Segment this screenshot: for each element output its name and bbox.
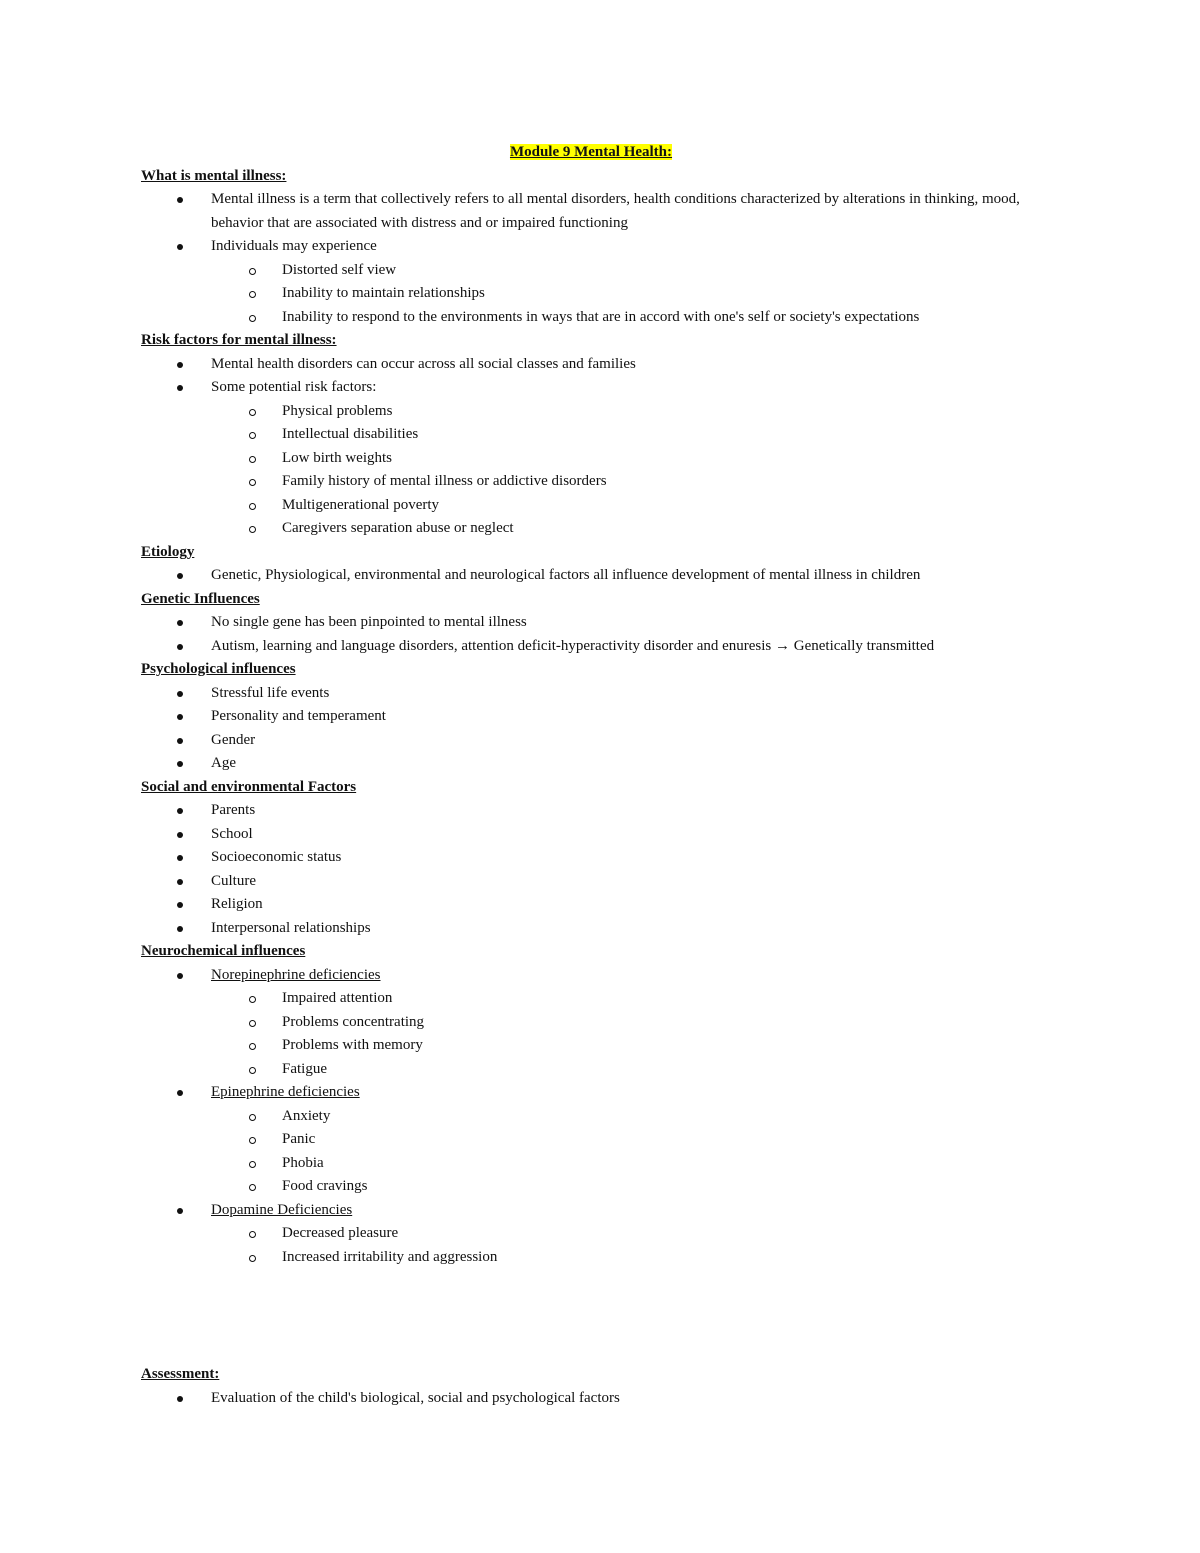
list-item-text: Autism, learning and language disorders, attention deficit-hyperactivity disorder and enuresis → Genetically transmitted bbox=[211, 637, 935, 654]
hollow-bullet-icon bbox=[249, 1231, 256, 1238]
list-item-text: Religion bbox=[211, 896, 263, 912]
blank-space bbox=[141, 1269, 1061, 1363]
list-item-text: Mental health disorders can occur across all social classes and families bbox=[211, 355, 636, 372]
filled-bullet-icon bbox=[177, 644, 183, 650]
filled-bullet-icon bbox=[177, 197, 183, 203]
list-item bbox=[141, 846, 1061, 870]
filled-bullet-icon bbox=[177, 620, 183, 626]
list-item bbox=[141, 188, 1061, 235]
filled-bullet-icon bbox=[177, 691, 183, 697]
sub-list-item-text: Inability to respond to the environments in ways that are in accord with one's self or society's expectations bbox=[282, 308, 920, 325]
hollow-bullet-icon bbox=[249, 1161, 256, 1168]
filled-bullet-icon bbox=[177, 879, 183, 885]
hollow-bullet-icon bbox=[249, 526, 256, 533]
list-item bbox=[141, 635, 1061, 659]
sub-list-item bbox=[141, 987, 1061, 1011]
sub-list-item bbox=[141, 400, 1061, 424]
document-title: Module 9 Mental Health: bbox=[509, 144, 673, 160]
list-item bbox=[141, 917, 1061, 941]
filled-bullet-icon bbox=[177, 1396, 183, 1402]
filled-bullet-icon bbox=[177, 926, 183, 932]
hollow-bullet-icon bbox=[249, 1114, 256, 1121]
list-item-text: Evaluation of the child's biological, social and psychological factors bbox=[211, 1389, 620, 1406]
sub-list-item bbox=[141, 1128, 1061, 1152]
list-item-text: Culture bbox=[211, 872, 256, 889]
sub-list-item-text: Multigenerational poverty bbox=[282, 496, 440, 513]
hollow-bullet-icon bbox=[249, 996, 256, 1003]
sub-list-item-text: Anxiety bbox=[282, 1107, 331, 1124]
hollow-bullet-icon bbox=[249, 1184, 256, 1191]
title-row bbox=[141, 141, 1061, 165]
sub-list-item bbox=[141, 259, 1061, 283]
list-item bbox=[141, 799, 1061, 823]
list-item bbox=[141, 1081, 1061, 1105]
sub-list-item bbox=[141, 423, 1061, 447]
list-item-text: Genetic, Physiological, environmental and neurological factors all influence development of mental illness in children bbox=[211, 567, 921, 583]
list-item-text: Stressful life events bbox=[211, 684, 330, 701]
list-item-text: Personality and temperament bbox=[211, 708, 386, 724]
bullet-list bbox=[141, 799, 1061, 940]
list-item-text: Individuals may experience bbox=[211, 238, 377, 254]
bullet-list bbox=[141, 682, 1061, 776]
hollow-bullet-icon bbox=[249, 1020, 256, 1027]
section bbox=[141, 541, 1061, 588]
sub-list-item bbox=[141, 1058, 1061, 1082]
section bbox=[141, 588, 1061, 659]
sub-list-item bbox=[141, 306, 1061, 330]
hollow-bullet-icon bbox=[249, 1255, 256, 1262]
section bbox=[141, 940, 1061, 1269]
hollow-bullet-icon bbox=[249, 268, 256, 275]
section-heading: Psychological influences bbox=[141, 661, 296, 677]
sub-list-item bbox=[141, 517, 1061, 541]
section-heading: Neurochemical influences bbox=[141, 943, 306, 959]
sub-list-item bbox=[141, 447, 1061, 471]
filled-bullet-icon bbox=[177, 738, 183, 744]
list-item-text: Some potential risk factors: bbox=[211, 379, 377, 395]
list-item-text: Gender bbox=[211, 731, 256, 748]
list-item bbox=[141, 870, 1061, 894]
list-item bbox=[141, 611, 1061, 635]
section bbox=[141, 1363, 1061, 1410]
sub-list-item-text: Panic bbox=[282, 1131, 316, 1147]
sub-list-item bbox=[141, 1105, 1061, 1129]
list-item bbox=[141, 376, 1061, 400]
hollow-bullet-icon bbox=[249, 315, 256, 322]
section-heading: Risk factors for mental illness: bbox=[141, 332, 337, 348]
list-item bbox=[141, 564, 1061, 588]
sub-list-item-text: Fatigue bbox=[282, 1060, 327, 1077]
filled-bullet-icon bbox=[177, 1208, 183, 1214]
sub-list-item bbox=[141, 1034, 1061, 1058]
filled-bullet-icon bbox=[177, 973, 183, 979]
hollow-bullet-icon bbox=[249, 1137, 256, 1144]
list-item bbox=[141, 729, 1061, 753]
filled-bullet-icon bbox=[177, 714, 183, 720]
section-heading: Etiology bbox=[141, 543, 195, 560]
bullet-list bbox=[141, 353, 1061, 541]
sub-list-item-text: Problems concentrating bbox=[282, 1013, 425, 1030]
sub-list-item bbox=[141, 282, 1061, 306]
sub-list-item-text: Low birth weights bbox=[282, 449, 392, 466]
hollow-bullet-icon bbox=[249, 432, 256, 439]
list-item bbox=[141, 1199, 1061, 1223]
section-heading: What is mental illness: bbox=[141, 167, 287, 184]
filled-bullet-icon bbox=[177, 902, 183, 908]
sub-list-item-text: Increased irritability and aggression bbox=[282, 1248, 498, 1265]
bullet-list bbox=[141, 564, 1061, 588]
sub-list-item bbox=[141, 1246, 1061, 1270]
filled-bullet-icon bbox=[177, 244, 183, 250]
filled-bullet-icon bbox=[177, 385, 183, 391]
list-item-text: Dopamine Deficiencies bbox=[211, 1201, 353, 1218]
list-item bbox=[141, 752, 1061, 776]
list-item bbox=[141, 353, 1061, 377]
sub-list-item-text: Problems with memory bbox=[282, 1037, 423, 1053]
filled-bullet-icon bbox=[177, 761, 183, 767]
filled-bullet-icon bbox=[177, 573, 183, 579]
section-heading: Assessment: bbox=[141, 1366, 220, 1382]
filled-bullet-icon bbox=[177, 362, 183, 368]
hollow-bullet-icon bbox=[249, 1043, 256, 1050]
sub-list-item-text: Family history of mental illness or addictive disorders bbox=[282, 473, 607, 489]
hollow-bullet-icon bbox=[249, 291, 256, 298]
bullet-list bbox=[141, 611, 1061, 658]
sub-list-item-text: Food cravings bbox=[282, 1178, 368, 1194]
list-item-text: School bbox=[211, 825, 253, 842]
list-item-text: Interpersonal relationships bbox=[211, 919, 371, 936]
sub-list-item-text: Caregivers separation abuse or neglect bbox=[282, 520, 514, 536]
list-item bbox=[141, 705, 1061, 729]
section bbox=[141, 776, 1061, 941]
section bbox=[141, 165, 1061, 330]
list-item bbox=[141, 893, 1061, 917]
sub-list-item-text: Decreased pleasure bbox=[282, 1225, 399, 1241]
sub-list-item bbox=[141, 1011, 1061, 1035]
sub-list-item-text: Physical problems bbox=[282, 402, 393, 419]
section bbox=[141, 658, 1061, 776]
list-item-text: Mental illness is a term that collectively refers to all mental disorders, health conditions characterized by alterations in thinking, mood, behavior that are associated with distress and or impaired functioning bbox=[211, 191, 1020, 231]
hollow-bullet-icon bbox=[249, 503, 256, 510]
sub-list-item-text: Distorted self view bbox=[282, 261, 397, 278]
filled-bullet-icon bbox=[177, 808, 183, 814]
sub-list-item bbox=[141, 494, 1061, 518]
sub-list-item bbox=[141, 470, 1061, 494]
section-heading: Genetic Influences bbox=[141, 590, 260, 607]
sub-list-item-text: Inability to maintain relationships bbox=[282, 285, 485, 301]
sub-list-item-text: Impaired attention bbox=[282, 990, 393, 1006]
list-item bbox=[141, 964, 1061, 988]
list-item-text: Age bbox=[211, 755, 236, 771]
bullet-list bbox=[141, 1387, 1061, 1411]
sub-list-item-text: Phobia bbox=[282, 1154, 324, 1171]
hollow-bullet-icon bbox=[249, 409, 256, 416]
filled-bullet-icon bbox=[177, 1090, 183, 1096]
list-item-text: Socioeconomic status bbox=[211, 849, 342, 865]
sub-list-item bbox=[141, 1152, 1061, 1176]
list-item-text: Norepinephrine deficiencies bbox=[211, 966, 381, 983]
sub-list-item bbox=[141, 1175, 1061, 1199]
hollow-bullet-icon bbox=[249, 479, 256, 486]
document-body bbox=[141, 165, 1061, 1411]
sub-list-item bbox=[141, 1222, 1061, 1246]
list-item bbox=[141, 235, 1061, 259]
hollow-bullet-icon bbox=[249, 456, 256, 463]
section-heading: Social and environmental Factors bbox=[141, 778, 357, 795]
list-item bbox=[141, 1387, 1061, 1411]
document-page bbox=[141, 141, 1061, 1410]
filled-bullet-icon bbox=[177, 832, 183, 838]
sub-list-item-text: Intellectual disabilities bbox=[282, 426, 419, 442]
list-item-text: Epinephrine deficiencies bbox=[211, 1084, 360, 1100]
list-item-text: Parents bbox=[211, 802, 256, 818]
hollow-bullet-icon bbox=[249, 1067, 256, 1074]
list-item bbox=[141, 823, 1061, 847]
section bbox=[141, 329, 1061, 541]
filled-bullet-icon bbox=[177, 855, 183, 861]
bullet-list bbox=[141, 964, 1061, 1270]
bullet-list bbox=[141, 188, 1061, 329]
list-item-text: No single gene has been pinpointed to mental illness bbox=[211, 614, 527, 630]
list-item bbox=[141, 682, 1061, 706]
